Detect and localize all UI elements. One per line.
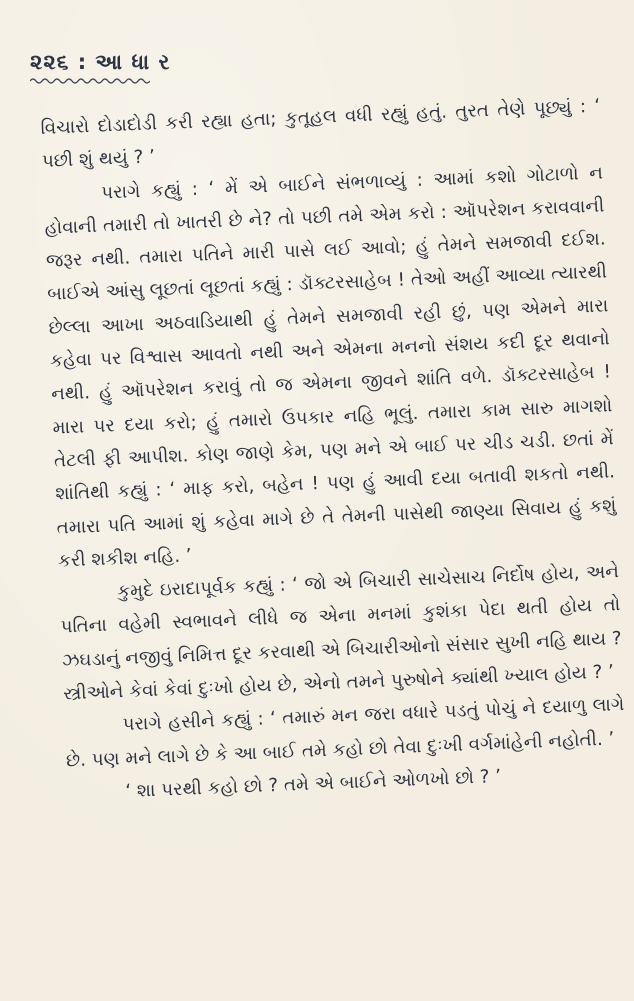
page-header <box>30 50 270 85</box>
paragraph: કુમુદે ઇરાદાપૂર્વક કહ્યું : ‘ જો એ બિચારી સાચેસાચ નિર્દોષ હોય, અને પતિના વહેમી સ્વભાવને લીધે જ એના મનમાં કુશંકા પેદા થતી હોય તો ઝઘડાનું નજીવું નિમિત્ત દૂર કરવાથી એ બિચારીઓનો સંસાર સુખી નહિ થાય ? સ્ત્રીઓને કેવાં કેવાં દુઃખો હોય છે, એનો તમને પુરુષોને ક્યાંથી ખ્યાલ હોય ? ’ <box>60 561 623 705</box>
decorative-squiggle <box>30 77 150 85</box>
paragraph: વિચારો દોડાદોડી કરી રહ્યા હતા; કુતૂહલ વધી રહ્યું હતું. તુરત તેણે પૂછ્યું : ‘ પછી શું થયું ? ’ <box>40 95 601 173</box>
paragraph: પરાગે હસીને કહ્યું : ‘ તમારું મન જરા વધારે પડતું પોચું ને દયાળુ લાગે છે. પણ મને લાગે છે કે આ બાઈ તમે કહો છો તેવા દુઃખી વર્ગમાંહેની નહોતી. ’ <box>65 694 625 772</box>
paragraph: ‘ શા પરથી કહો છો ? તમે એ બાઈને ઓળખો છો ? ’ <box>124 765 502 803</box>
running-head: ૨૨૬ : આ ધા ર <box>30 50 171 74</box>
paragraph: પરાગે કહ્યું : ‘ મેં એ બાઈને સંભળાવ્યું : આમાં કશો ગોટાળો ન હોવાની તમારી તો ખાતરી છે ને? તો પછી તમે એમ કરો : ઑપરેશન કરાવવાની જરૂર નથી. તમારા પતિને મારી પાસે લઈ આવો; હું તેમને સમજાવી દઈશ. બાઈએ આંસુ લૂછતાં લૂછતાં કહ્યું : ડૉક્ટરસાહેબ ! તેઓ અહીં આવ્યા ત્યારથી છેલ્લા આખા અઠવાડિયાથી હું તેમને સમજાવી રહી છું, પણ એમને મારા કહેવા પર વિશ્વાસ આવતો નથી અને એમના મનનો સંશય કદી દૂર થવાનો નથી. હું ઑપરેશન કરાવું તો જ એમના જીવને શાંતિ વળે. ડૉક્ટરસાહેબ ! મારા પર દયા કરો; હું તમારો ઉપકાર નહિ ભૂલું. તમારા કામ સારુ માગશો તેટલી ફી આપીશ. કોણ જાણે કેમ, પણ મને એ બાઈ પર ચીડ ચડી. છતાં મેં શાંતિથી કહ્યું : ‘ માફ કરો, બહેન ! પણ હું આવી દયા બતાવી શકતો નથી. તમારા પતિ આમાં શું કહેવા માગે છે તે તેમની પાસેથી જાણ્યા સિવાય હું કશું કરી શકીશ નહિ. ’ <box>44 162 617 572</box>
body-text <box>40 90 628 811</box>
